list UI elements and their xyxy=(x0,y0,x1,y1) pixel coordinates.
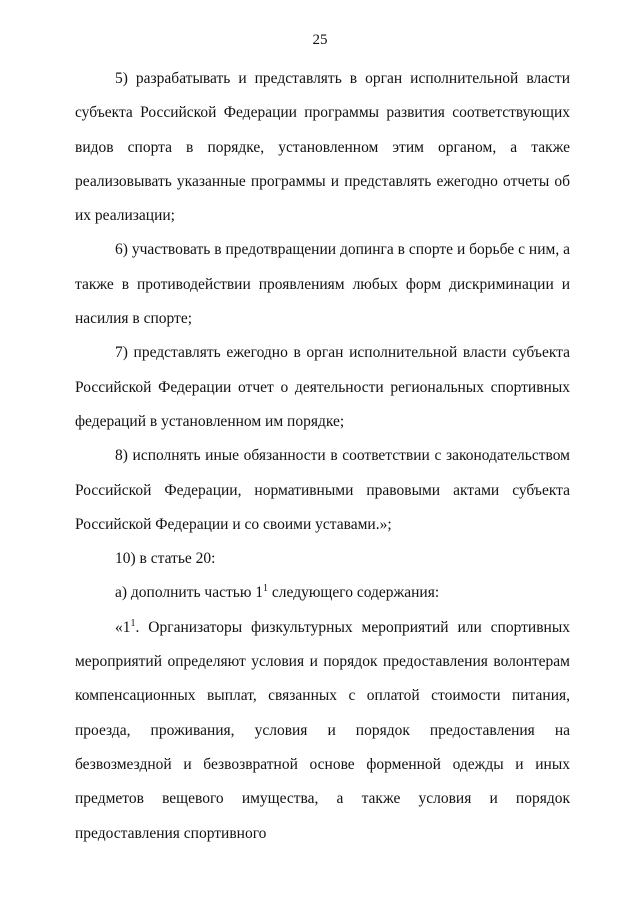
page-number: 25 xyxy=(312,32,328,48)
paragraph-item-6: 6) участвовать в предотвращении допинга в спорте и борьбе с ним, а также в противодействии проявлениям любых форм дискриминации и насилия в спорте; xyxy=(75,241,570,328)
paragraph-a-superscript: 1 xyxy=(263,583,269,595)
paragraph-new-part-text-after: . Организаторы физкультурных мероприятий или спортивных мероприятий определяют условия и порядок предоставления волонтерам компенсационных выплат, связанных с оплатой стоимости питания, проезда, проживания, условия и порядок предоставления на безвозмездной и безвозвратной основе форменной одежды и иных предметов вещевого имущества, а также условия и порядок предоставления спортивного xyxy=(75,618,570,842)
paragraph-amendment-10-text: 10) в статье 20: xyxy=(115,550,216,568)
paragraph-new-part-superscript: 1 xyxy=(130,617,136,629)
paragraph-a-text-after: следующего содержания: xyxy=(268,584,440,602)
paragraph-new-part xyxy=(75,611,570,851)
paragraph-item-7: 7) представлять ежегодно в орган исполнительной власти субъекта Российской Федерации отчет о деятельности региональных спортивных федераций в установленном им порядке; xyxy=(75,344,570,430)
paragraph-amendment-a xyxy=(75,576,570,610)
document-body xyxy=(75,62,570,851)
paragraph-new-part-text-before: «1 xyxy=(115,618,131,636)
paragraph-a-text-before: а) дополнить частью 1 xyxy=(115,584,264,602)
paragraph-item-5: 5) разрабатывать и представлять в орган исполнительной власти субъекта Российской Федерации программы развития соответствующих видов спорта в порядке, установленном этим органом, а также реализовывать указанные программы и представлять ежегодно отчеты об их реализации; xyxy=(75,70,570,225)
paragraph-item-8: 8) исполнять иные обязанности в соответствии с законодательством Российской Федерации, нормативными правовыми актами субъекта Российской Федерации и со своими уставами.»; xyxy=(75,447,570,533)
paragraph-amendment-10 xyxy=(75,542,570,576)
